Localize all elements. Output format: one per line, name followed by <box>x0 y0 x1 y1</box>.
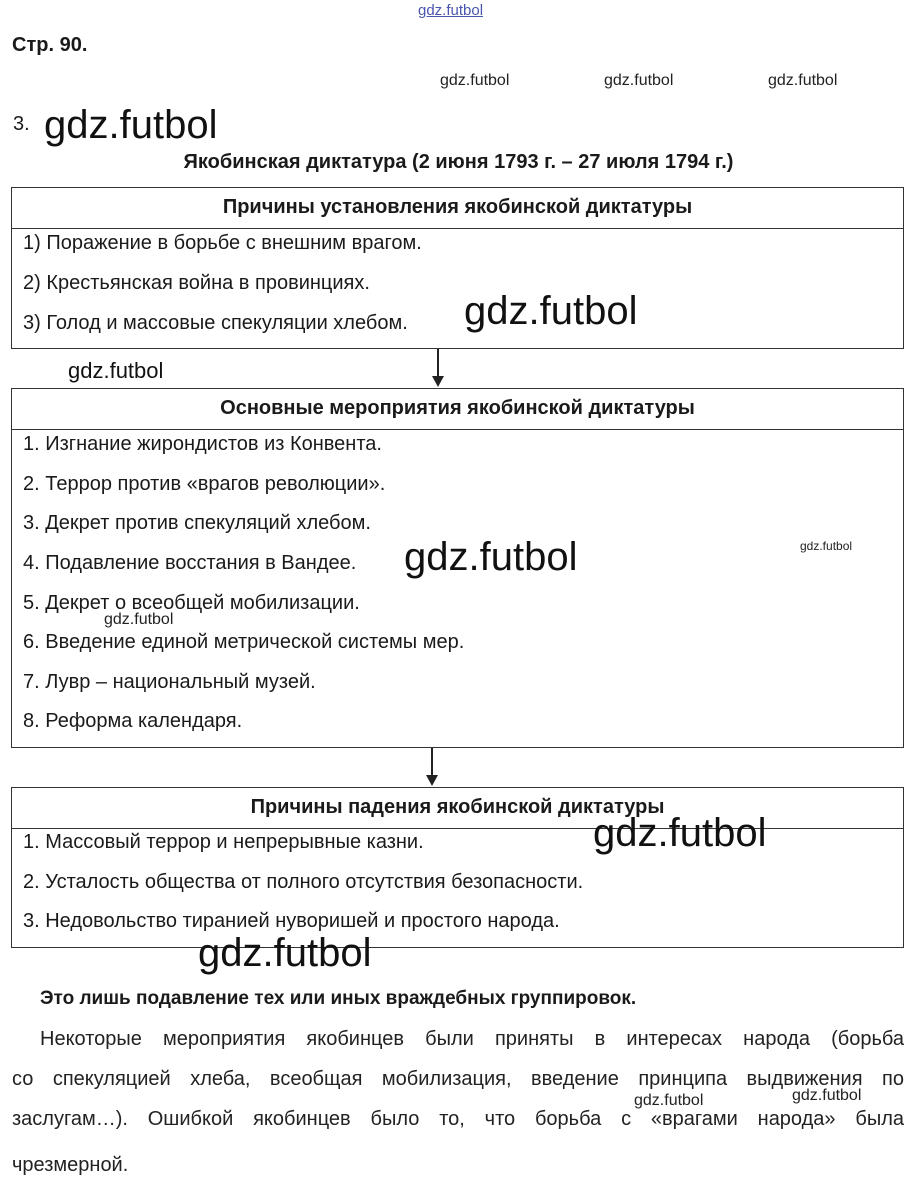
list-item: 7. Лувр – национальный музей. <box>23 671 316 693</box>
flow-arrow-line <box>431 748 433 776</box>
watermark-large: gdz.futbol <box>464 289 638 333</box>
list-item: 1) Поражение в борьбе с внешним врагом. <box>23 232 422 254</box>
watermark-small: gdz.futbol <box>604 72 674 89</box>
paragraph-line: заслугам…). Ошибкой якобинцев было то, что борьба с «врагами народа» была <box>12 1108 904 1130</box>
list-item: 5. Декрет о всеобщей мобилизации. <box>23 592 360 614</box>
list-item: 8. Реформа календаря. <box>23 710 243 732</box>
paragraph-line: чрезмерной. <box>12 1154 129 1176</box>
watermark-small: gdz.futbol <box>792 1087 862 1104</box>
box-heading: Причины падения якобинской диктатуры <box>12 788 903 829</box>
watermark-small: gdz.futbol <box>440 72 510 89</box>
watermark-small: gdz.futbol <box>800 539 853 553</box>
list-item: 3. Декрет против спекуляций хлебом. <box>23 512 371 534</box>
watermark-small: gdz.futbol <box>104 611 174 628</box>
conclusion-answer: Это лишь подавление тех или иных враждебных группировок. <box>40 988 637 1009</box>
watermark-large: gdz.futbol <box>44 103 218 147</box>
list-item: 6. Введение единой метрической системы мер. <box>23 631 465 653</box>
flow-arrow-line <box>437 349 439 377</box>
list-item: 2) Крестьянская война в провинциях. <box>23 272 370 294</box>
list-item: 1. Изгнание жирондистов из Конвента. <box>23 433 382 455</box>
list-item: 2. Террор против «врагов революции». <box>23 473 386 495</box>
watermark-large: gdz.futbol <box>404 535 578 579</box>
paragraph-line: Некоторые мероприятия якобинцев были приняты в интересах народа (борьба <box>40 1028 904 1050</box>
conclusion-paragraph <box>12 1028 904 1188</box>
watermark-small: gdz.futbol <box>634 1092 704 1109</box>
watermark-large: gdz.futbol <box>198 931 372 975</box>
watermark-medium: gdz.futbol <box>68 358 164 383</box>
box-heading: Основные мероприятия якобинской диктатуры <box>12 389 903 430</box>
list-item: 4. Подавление восстания в Вандее. <box>23 552 357 574</box>
list-item: 2. Усталость общества от полного отсутствия безопасности. <box>23 871 584 893</box>
page-reference: Стр. 90. <box>12 34 88 56</box>
list-item: 1. Массовый террор и непрерывные казни. <box>23 831 424 853</box>
list-item: 3. Недовольство тиранией нуворишей и простого народа. <box>23 910 560 932</box>
box-causes-establishment <box>11 187 904 349</box>
watermark-large: gdz.futbol <box>593 811 767 855</box>
arrow-down-icon <box>432 376 444 387</box>
paragraph-line: со спекуляцией хлеба, всеобщая мобилизация, введение принципа выдвижения по <box>12 1068 904 1090</box>
arrow-down-icon <box>426 775 438 786</box>
watermark-top-link[interactable]: gdz.futbol <box>418 2 484 19</box>
watermark-small: gdz.futbol <box>768 72 838 89</box>
box-heading: Причины установления якобинской диктатуры <box>12 188 903 229</box>
list-item: 3) Голод и массовые спекуляции хлебом. <box>23 312 408 334</box>
diagram-title: Якобинская диктатура (2 июня 1793 г. – 27 июля 1794 г.) <box>183 151 734 173</box>
task-number: 3. <box>13 113 30 135</box>
box-causes-fall <box>11 787 904 948</box>
